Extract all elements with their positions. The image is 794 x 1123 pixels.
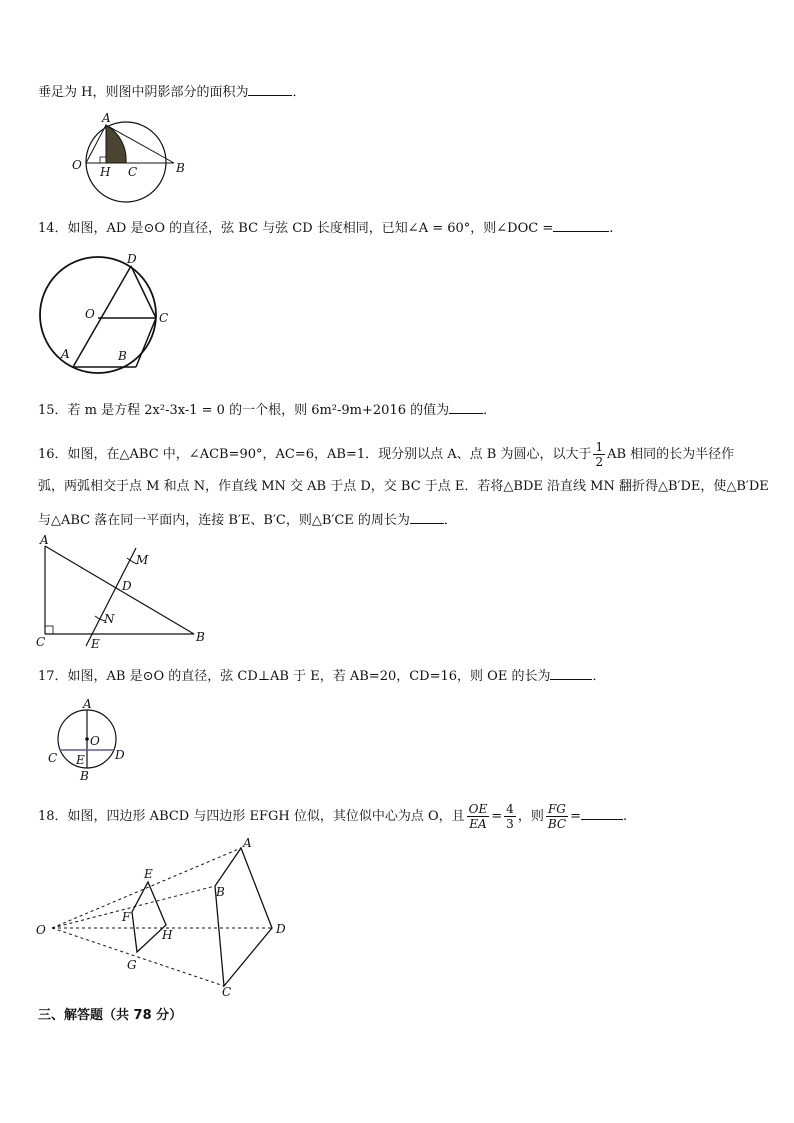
q13-label-a: A bbox=[102, 112, 111, 125]
q17-answer-blank[interactable] bbox=[550, 666, 592, 680]
q18-label-b: B bbox=[216, 885, 225, 899]
q16-line1-b: AB 相同的长为半径作 bbox=[607, 447, 735, 462]
q14-chord-bc bbox=[136, 318, 156, 367]
q13-label-o: O bbox=[72, 158, 82, 172]
q16-answer-blank[interactable] bbox=[410, 510, 444, 524]
q18-fraction-oe-ea bbox=[467, 802, 490, 831]
q18-equals: = bbox=[491, 809, 503, 824]
q17-text-line bbox=[38, 666, 605, 686]
q17-end: ． bbox=[592, 669, 606, 684]
q14-chord-dc bbox=[131, 266, 156, 318]
q14-label-o: O bbox=[85, 307, 95, 321]
q16-line2: 弧，两弧相交于点 M 和点 N，作直线 MN 交 AB 于点 D，交 BC 于点 E．若将△BDE 沿直线 MN 翻折得△B′DE，使△B′DE bbox=[38, 479, 769, 494]
q16-label-e: E bbox=[91, 637, 100, 651]
q13-figure bbox=[40, 112, 190, 204]
q16-fraction bbox=[593, 440, 605, 469]
q17-label-o: O bbox=[90, 734, 100, 748]
q16-line-mn bbox=[86, 548, 136, 646]
q16-right-angle bbox=[45, 626, 53, 634]
q14-label-d: D bbox=[127, 252, 137, 266]
q18-label-e: E bbox=[144, 867, 153, 881]
q13-text: 垂足为 H，则图中阴影部分的面积为 bbox=[38, 85, 249, 100]
q18-f3-den: BC bbox=[547, 817, 567, 831]
q18-text-b: ，则 bbox=[517, 809, 544, 824]
q18-f1-den: EA bbox=[469, 817, 487, 831]
q16-label-n: N bbox=[104, 612, 115, 626]
q16-text-line2 bbox=[38, 478, 769, 496]
q18-label-d: D bbox=[276, 922, 286, 936]
q16-figure bbox=[34, 534, 214, 654]
q15-end: ． bbox=[483, 403, 497, 418]
q13-label-c: C bbox=[128, 165, 138, 179]
q18-answer-blank[interactable] bbox=[581, 806, 623, 820]
q16-text-line3 bbox=[38, 510, 457, 530]
q18-label-g: G bbox=[127, 958, 137, 972]
q18-f2-num: 4 bbox=[506, 802, 514, 816]
q18-text-a: 18．如图，四边形 ABCD 与四边形 EFGH 位似，其位似中心为点 O，且 bbox=[38, 809, 465, 824]
q18-figure bbox=[34, 836, 304, 1002]
q14-label-a: A bbox=[61, 347, 70, 361]
q14-figure bbox=[36, 250, 186, 380]
q16-line3: 与△ABC 落在同一平面内，连接 B′E、B′C，则△B′CE 的周长为 bbox=[38, 513, 410, 528]
q18-f1-num: OE bbox=[468, 802, 488, 816]
q17-label-c: C bbox=[48, 751, 58, 765]
q18-label-o: O bbox=[36, 923, 46, 937]
q17-figure bbox=[44, 696, 134, 784]
q16-label-a: A bbox=[40, 534, 49, 547]
q16-end: ． bbox=[443, 513, 457, 528]
q13-text-line bbox=[38, 82, 306, 102]
q16-label-m: M bbox=[136, 553, 149, 567]
q16-label-d: D bbox=[122, 579, 132, 593]
q17-label-b: B bbox=[80, 769, 89, 783]
q18-f3-num: FG bbox=[546, 802, 568, 817]
q13-label-h: H bbox=[100, 165, 111, 179]
q16-side-ab bbox=[45, 546, 194, 634]
q18-fraction-4-3 bbox=[504, 802, 516, 831]
q18-equals-2: = bbox=[570, 809, 581, 824]
q17-label-e: E bbox=[76, 753, 85, 767]
q13-label-b: B bbox=[176, 161, 185, 175]
q15-answer-blank[interactable] bbox=[449, 400, 483, 414]
q14-label-b: B bbox=[118, 349, 127, 363]
q15-text: 15．若 m 是方程 2x²-3x-1 = 0 的一个根，则 6m²-9m+2016 的值为 bbox=[38, 403, 450, 418]
q13-answer-blank[interactable] bbox=[248, 82, 292, 96]
q14-end: . bbox=[609, 221, 614, 236]
q18-f2-den: 3 bbox=[506, 817, 514, 831]
q16-frac-num: 1 bbox=[595, 440, 604, 454]
q17-label-a: A bbox=[83, 697, 92, 711]
q15-text-line bbox=[38, 400, 496, 420]
q14-label-c: C bbox=[159, 311, 169, 325]
q18-label-h: H bbox=[162, 928, 173, 942]
q14-text-line bbox=[38, 218, 613, 238]
q14-text: 14．如图，AD 是⊙O 的直径，弦 BC 与弦 CD 长度相同，已知∠A = 60°，则∠DOC = bbox=[38, 221, 554, 236]
q18-label-a: A bbox=[243, 836, 252, 850]
q18-label-c: C bbox=[222, 985, 232, 999]
q18-quad-abcd bbox=[215, 848, 272, 986]
q16-frac-den: 2 bbox=[595, 455, 604, 469]
q17-text: 17．如图，AB 是⊙O 的直径，弦 CD⊥AB 于 E，若 AB=20，CD=16，则 OE 的长为 bbox=[38, 669, 551, 684]
q16-line1-a: 16．如图，在△ABC 中，∠ACB=90°，AC=6，AB=1．现分别以点 A、点 B 为圆心，以大于 bbox=[38, 447, 592, 462]
q18-text-line bbox=[38, 802, 627, 831]
q16-label-c: C bbox=[36, 635, 46, 649]
q14-answer-blank[interactable] bbox=[553, 218, 609, 232]
q18-end: . bbox=[622, 809, 628, 824]
q16-text-line1 bbox=[38, 440, 734, 469]
q13-right-angle bbox=[100, 157, 106, 163]
q13-end: ． bbox=[292, 85, 306, 100]
q18-fraction-fg-bc bbox=[546, 802, 568, 831]
q18-label-f: F bbox=[122, 910, 131, 924]
section-3-heading: 三、解答题（共 78 分） bbox=[38, 1008, 183, 1023]
q17-label-d: D bbox=[115, 748, 125, 762]
q16-label-b: B bbox=[196, 630, 205, 644]
q14-circle bbox=[40, 257, 156, 373]
q17-center-dot bbox=[85, 737, 89, 741]
